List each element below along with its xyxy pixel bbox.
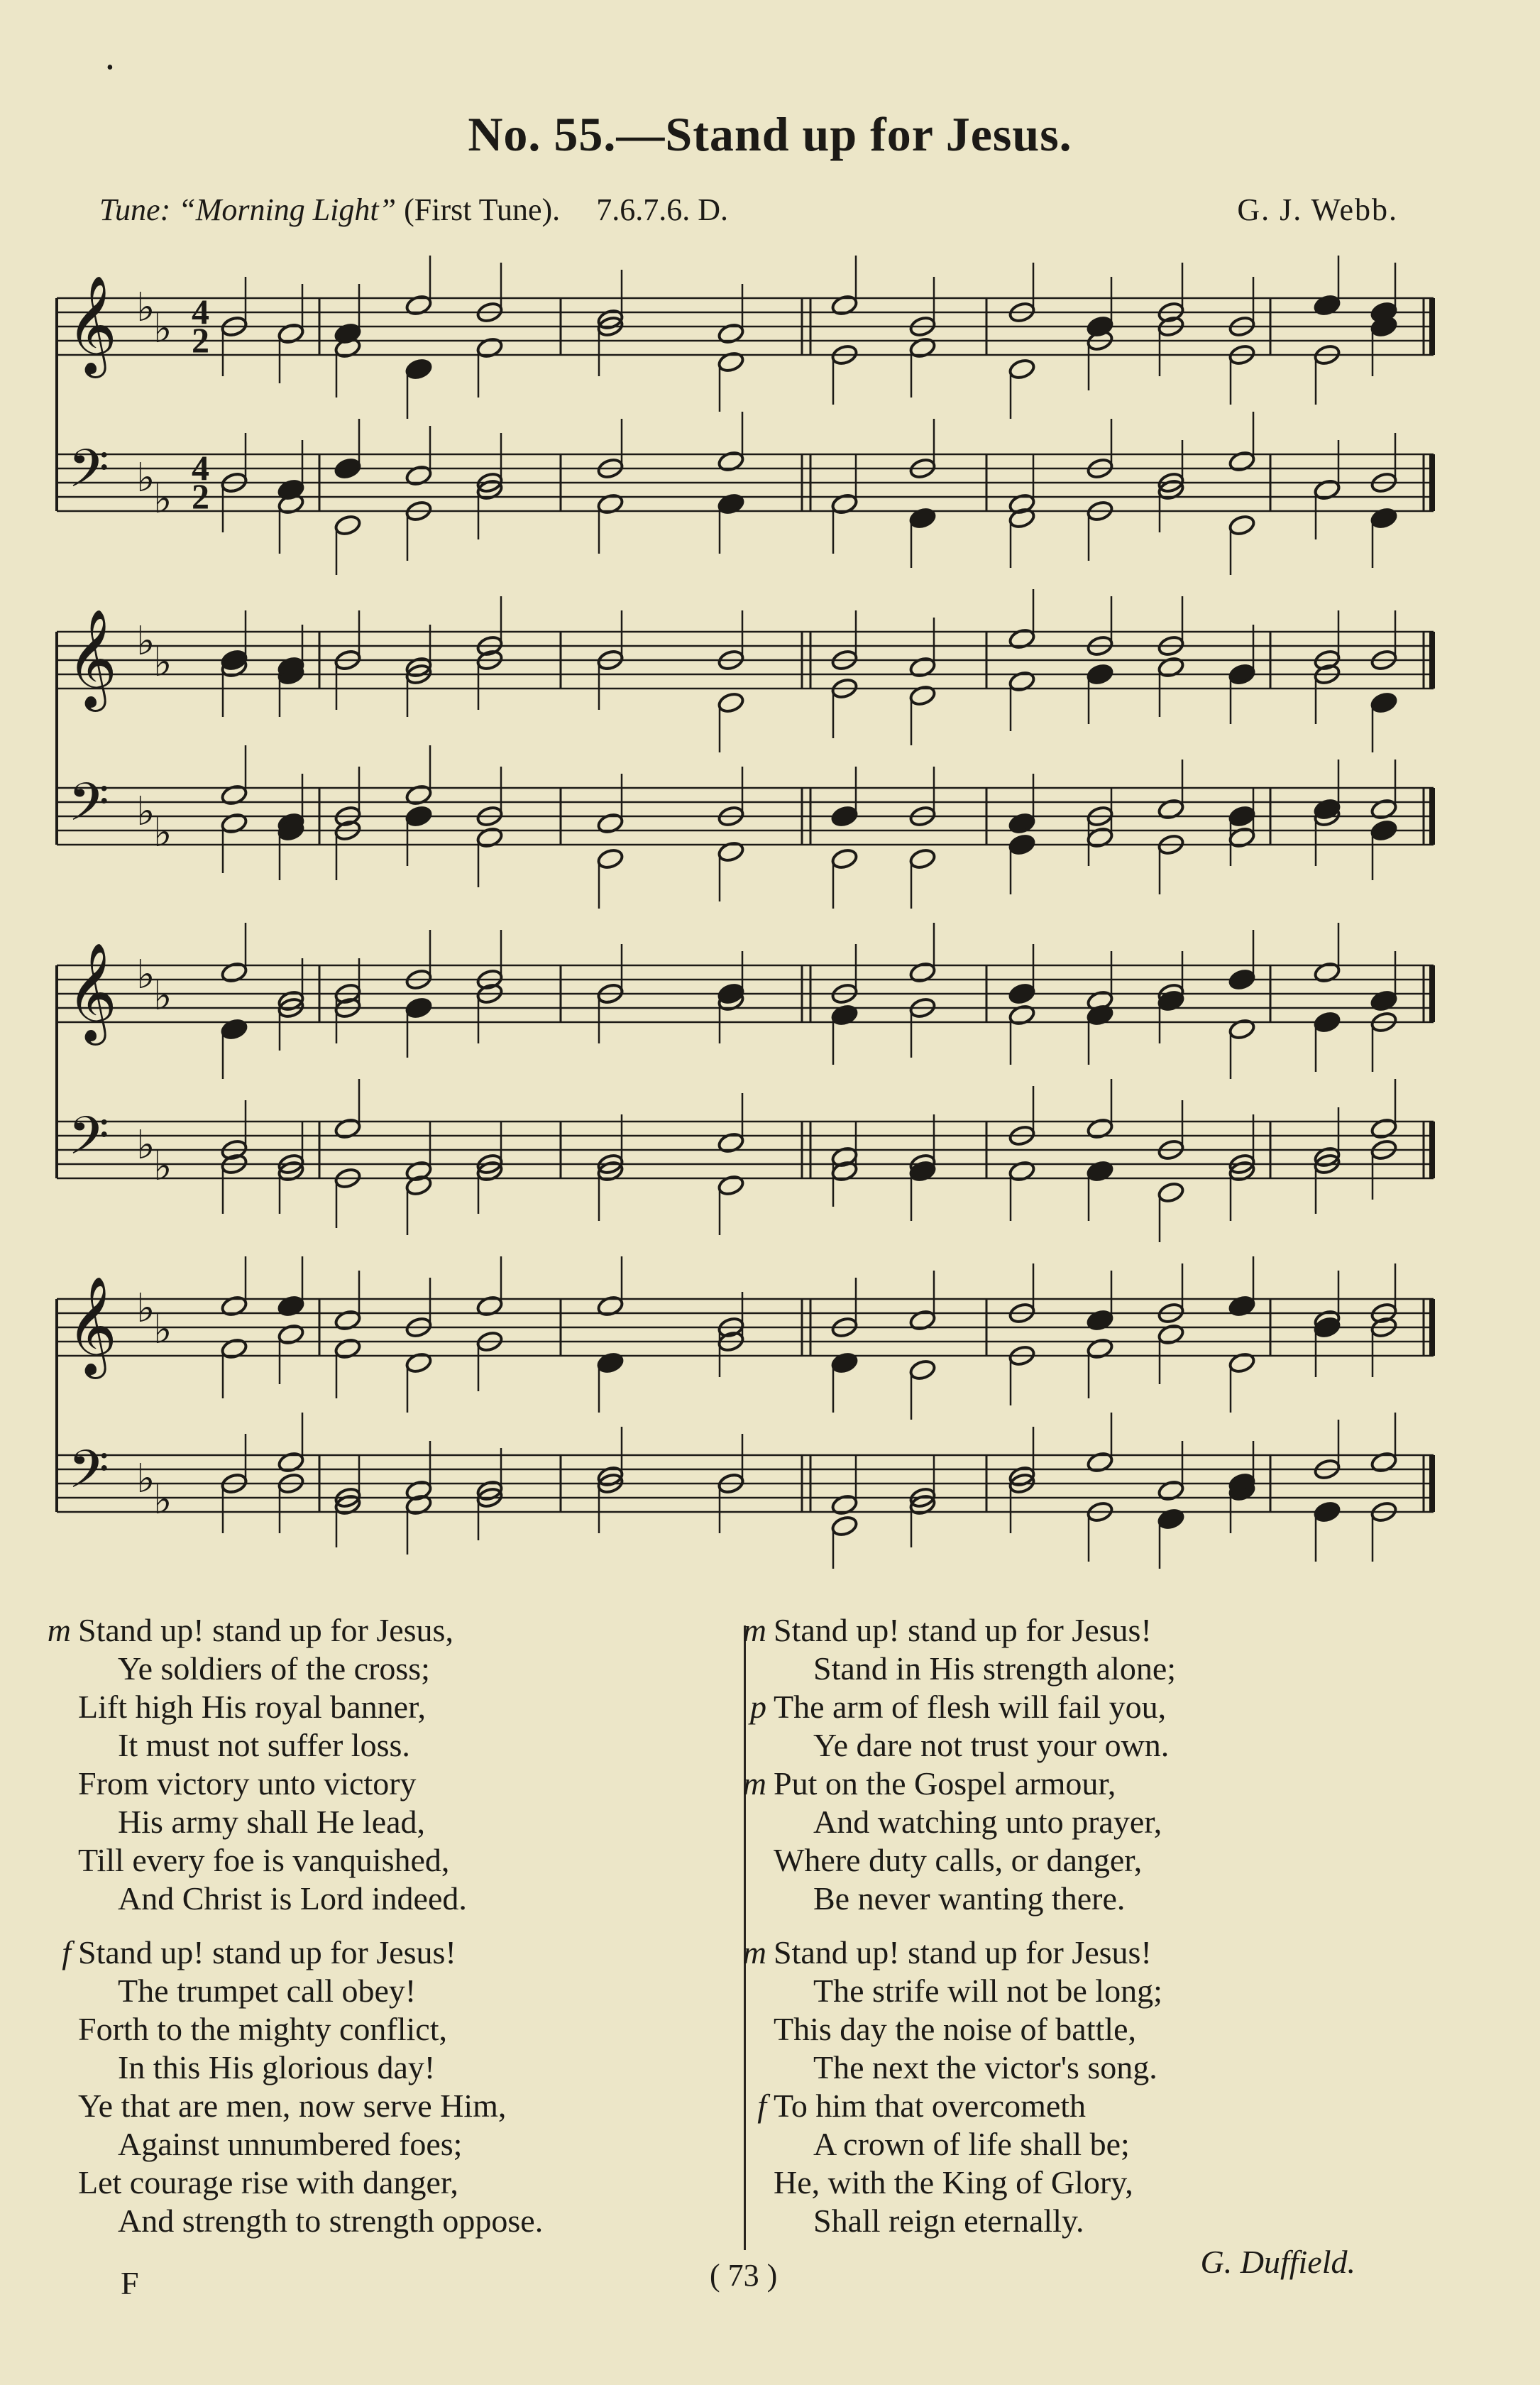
hymn-title: No. 55.—Stand up for Jesus. <box>468 107 1072 161</box>
verse-line <box>62 1934 752 1972</box>
verse-text: Where duty calls, or danger, <box>774 1842 1143 1878</box>
flat-icon: ♭ <box>136 1122 155 1168</box>
note-head <box>1313 1501 1341 1523</box>
verse-line <box>774 1880 1448 1918</box>
note-head <box>1370 507 1397 530</box>
note-head <box>220 961 248 984</box>
verse-text: Till every foe is vanquished, <box>78 1842 450 1878</box>
tune-label: Tune: <box>99 192 171 227</box>
flat-icon: ♭ <box>136 952 155 998</box>
note-head <box>1086 1451 1113 1474</box>
bass-clef-icon: 𝄢 <box>68 1439 109 1513</box>
note-head <box>1086 826 1113 849</box>
note-head <box>277 1323 304 1346</box>
note-head <box>717 351 744 373</box>
note-head <box>830 493 858 515</box>
verse-line <box>78 1726 752 1765</box>
note-head <box>908 507 936 530</box>
stanza <box>742 1934 1448 2240</box>
note-head <box>405 997 432 1019</box>
note-head <box>405 805 432 828</box>
note-head <box>1228 450 1255 473</box>
note-head <box>1228 805 1255 828</box>
note-head <box>1157 798 1184 821</box>
time-signature: 4 <box>192 448 209 488</box>
note-head <box>334 514 361 537</box>
note-head <box>908 656 936 679</box>
note-head <box>277 322 304 345</box>
verse-line <box>78 1841 752 1880</box>
flat-icon: ♭ <box>153 973 172 1019</box>
verse-text: Stand up! stand up for Jesus! <box>774 1612 1152 1648</box>
note-head <box>717 493 744 515</box>
bass-clef-icon: 𝄢 <box>68 438 109 512</box>
treble-clef-icon: 𝄞 <box>67 275 117 374</box>
verse-text: Shall reign eternally. <box>813 2203 1084 2239</box>
verse-line <box>742 1934 1448 1972</box>
treble-clef-icon: 𝄞 <box>67 609 117 708</box>
verse-text: And Christ is Lord indeed. <box>118 1880 467 1917</box>
dynamic-marking: m <box>742 1612 766 1648</box>
stanza <box>742 1611 1448 1918</box>
note-head <box>1008 982 1035 1005</box>
note-head <box>596 812 624 835</box>
note-head <box>475 336 503 359</box>
note-head <box>908 1309 936 1332</box>
note-head <box>596 493 624 515</box>
note-head <box>1313 961 1341 984</box>
composer: G. J. Webb. <box>1237 192 1398 227</box>
verse-line <box>78 2049 752 2087</box>
note-head <box>1086 1337 1113 1360</box>
note-head <box>596 1352 624 1374</box>
note-head <box>1228 1018 1255 1041</box>
dynamic-marking: f <box>757 2088 766 2124</box>
note-head <box>1370 1117 1397 1140</box>
note-head <box>830 294 858 317</box>
stanza <box>47 1611 752 1918</box>
note-head <box>1086 1160 1113 1183</box>
note-head <box>1008 1004 1035 1026</box>
dynamic-marking: f <box>62 1934 71 1970</box>
verse-line <box>774 2202 1448 2240</box>
note-head <box>1228 1295 1255 1317</box>
note-head <box>334 1309 361 1332</box>
note-head <box>1370 1451 1397 1474</box>
flat-icon: ♭ <box>153 640 172 686</box>
note-head <box>334 1117 361 1140</box>
verse-line <box>774 2010 1448 2049</box>
note-head <box>1008 670 1035 693</box>
note-head <box>1228 968 1255 991</box>
flat-icon: ♭ <box>153 306 172 352</box>
note-head <box>405 464 432 487</box>
note-head <box>1157 1181 1184 1204</box>
note-head <box>277 1451 304 1474</box>
note-head <box>475 1295 503 1317</box>
note-head <box>596 1295 624 1317</box>
note-head <box>1370 819 1397 842</box>
note-head <box>220 1295 248 1317</box>
verse-text: And watching unto prayer, <box>813 1804 1162 1840</box>
verse-text: The arm of flesh will fail you, <box>774 1689 1167 1725</box>
flat-icon: ♭ <box>136 1456 155 1502</box>
note-head <box>1008 1160 1035 1183</box>
verse-text: A crown of life shall be; <box>813 2126 1130 2162</box>
note-head <box>405 784 432 806</box>
verse-text: Stand up! stand up for Jesus, <box>78 1612 453 1648</box>
verses-left-column <box>47 1611 752 2256</box>
verse-line <box>78 1972 752 2010</box>
verse-line <box>78 2087 752 2125</box>
verse-line <box>757 2087 1448 2125</box>
note-head <box>1313 1011 1341 1034</box>
verse-line <box>750 1688 1448 1726</box>
note-head <box>830 1004 858 1026</box>
stanza <box>62 1934 752 2240</box>
note-head <box>717 1131 744 1154</box>
note-head <box>1157 1323 1184 1346</box>
verse-text: The next the victor's song. <box>813 2049 1157 2085</box>
note-head <box>830 1352 858 1374</box>
note-head <box>405 358 432 380</box>
note-head <box>1370 691 1397 714</box>
verse-line <box>774 1803 1448 1841</box>
verse-text: He, with the King of Glory, <box>774 2164 1133 2200</box>
note-head <box>717 322 744 345</box>
signature-mark: F <box>121 2265 139 2301</box>
verse-text: In this His glorious day! <box>118 2049 436 2085</box>
verse-line <box>742 1611 1448 1650</box>
verses-right-column <box>742 1611 1448 2256</box>
note-head <box>1313 294 1341 317</box>
verse-line <box>774 1726 1448 1765</box>
note-head <box>1370 798 1397 821</box>
verse-text: Stand up! stand up for Jesus! <box>774 1934 1152 1970</box>
flat-icon: ♭ <box>136 618 155 664</box>
hymn-author: G. Duffield. <box>1200 2244 1355 2280</box>
flat-icon: ♭ <box>136 285 155 331</box>
verse-line <box>78 2010 752 2049</box>
verse-text: Let courage rise with danger, <box>78 2164 458 2200</box>
verse-text: Against unnumbered foes; <box>118 2126 463 2162</box>
verse-line <box>78 1803 752 1841</box>
verse-line <box>774 2125 1448 2164</box>
verse-line <box>78 1765 752 1803</box>
note-head <box>220 1018 248 1041</box>
verse-text: Ye that are men, now serve Him, <box>78 2088 507 2124</box>
time-signature: 4 <box>192 292 209 331</box>
note-head <box>1008 358 1035 380</box>
note-head <box>220 784 248 806</box>
note-head <box>277 1295 304 1317</box>
note-head <box>1008 833 1035 856</box>
note-head <box>1157 1479 1184 1502</box>
note-head <box>1008 812 1035 835</box>
verse-text: This day the noise of battle, <box>774 2011 1136 2047</box>
verse-text: The trumpet call obey! <box>118 1973 417 2009</box>
note-head <box>1157 1508 1184 1530</box>
flat-icon: ♭ <box>153 1307 172 1353</box>
note-head <box>717 1174 744 1197</box>
note-head <box>596 848 624 870</box>
note-head <box>908 684 936 707</box>
note-head <box>830 1515 858 1537</box>
flat-icon: ♭ <box>153 476 172 522</box>
flat-icon: ♭ <box>153 810 172 856</box>
music-score <box>50 241 1441 1569</box>
verse-text: To him that overcometh <box>774 2088 1087 2124</box>
verse-line <box>78 1688 752 1726</box>
bass-clef-icon: 𝄢 <box>68 772 109 846</box>
note-head <box>334 1337 361 1360</box>
dynamic-marking: m <box>742 1934 766 1970</box>
dynamic-marking: m <box>47 1612 71 1648</box>
note-head <box>717 840 744 863</box>
flat-icon: ♭ <box>136 455 155 501</box>
note-head <box>1228 1352 1255 1374</box>
tune-info <box>99 192 728 228</box>
flat-icon: ♭ <box>136 789 155 835</box>
note-head <box>1157 656 1184 679</box>
note-head <box>908 336 936 359</box>
note-head <box>334 457 361 480</box>
verse-line <box>78 1880 752 1918</box>
note-head <box>717 691 744 714</box>
note-head <box>1008 627 1035 650</box>
verse-line <box>774 2164 1448 2202</box>
verse-text: Stand in His strength alone; <box>813 1650 1177 1687</box>
note-head <box>1228 514 1255 537</box>
dynamic-marking: p <box>750 1689 766 1725</box>
note-head <box>1086 1117 1113 1140</box>
note-head <box>908 961 936 984</box>
note-head <box>220 812 248 835</box>
verse-line <box>78 2202 752 2240</box>
note-head <box>1086 1309 1113 1332</box>
flat-icon: ♭ <box>153 1144 172 1190</box>
time-signature: 2 <box>192 476 209 516</box>
page-number: ( 73 ) <box>710 2258 778 2293</box>
verse-line <box>774 1650 1448 1688</box>
verse-text: And strength to strength oppose. <box>118 2203 544 2239</box>
note-head <box>1313 478 1341 501</box>
note-head <box>405 1352 432 1374</box>
verse-text: Forth to the mighty conflict, <box>78 2011 447 2047</box>
note-head <box>1228 826 1255 849</box>
time-signature: 2 <box>192 320 209 360</box>
tune-meter: 7.6.7.6. D. <box>596 192 728 227</box>
treble-clef-icon: 𝄞 <box>67 1276 117 1375</box>
verse-text: It must not suffer loss. <box>118 1727 410 1763</box>
dynamic-marking: m <box>742 1765 766 1802</box>
tune-name: “Morning Light” <box>178 192 397 227</box>
verse-text: From victory unto victory <box>78 1765 417 1802</box>
flat-icon: ♭ <box>136 1285 155 1332</box>
note-head <box>830 1493 858 1516</box>
note-head <box>220 1337 248 1360</box>
verse-text: Put on the Gospel armour, <box>774 1765 1116 1802</box>
verse-text: Stand up! stand up for Jesus! <box>78 1934 456 1970</box>
note-head <box>1086 663 1113 686</box>
note-head <box>405 294 432 317</box>
verse-line <box>742 1765 1448 1803</box>
verse-text: Lift high His royal banner, <box>78 1689 426 1725</box>
tune-note: (First Tune). <box>404 192 561 227</box>
note-head <box>830 848 858 870</box>
note-head <box>830 805 858 828</box>
verse-text: Ye soldiers of the cross; <box>118 1650 430 1687</box>
verse-text: Ye dare not trust your own. <box>813 1727 1170 1763</box>
note-head <box>475 826 503 849</box>
treble-clef-icon: 𝄞 <box>67 943 117 1041</box>
verse-text: His army shall He lead, <box>118 1804 426 1840</box>
note-head <box>717 450 744 473</box>
verse-line <box>78 1650 752 1688</box>
corner-mark: • <box>106 57 114 79</box>
flat-icon: ♭ <box>153 1477 172 1523</box>
bass-clef-icon: 𝄢 <box>68 1105 109 1180</box>
note-head <box>908 848 936 870</box>
verse-line <box>78 2125 752 2164</box>
note-head <box>1370 989 1397 1012</box>
verse-line <box>774 1972 1448 2010</box>
verse-line <box>47 1611 752 1650</box>
note-head <box>908 1359 936 1381</box>
verse-text: Be never wanting there. <box>813 1880 1126 1917</box>
verse-line <box>774 1841 1448 1880</box>
verse-text: The strife will not be long; <box>813 1973 1162 2009</box>
verse-line <box>78 2164 752 2202</box>
verse-line <box>774 2049 1448 2087</box>
